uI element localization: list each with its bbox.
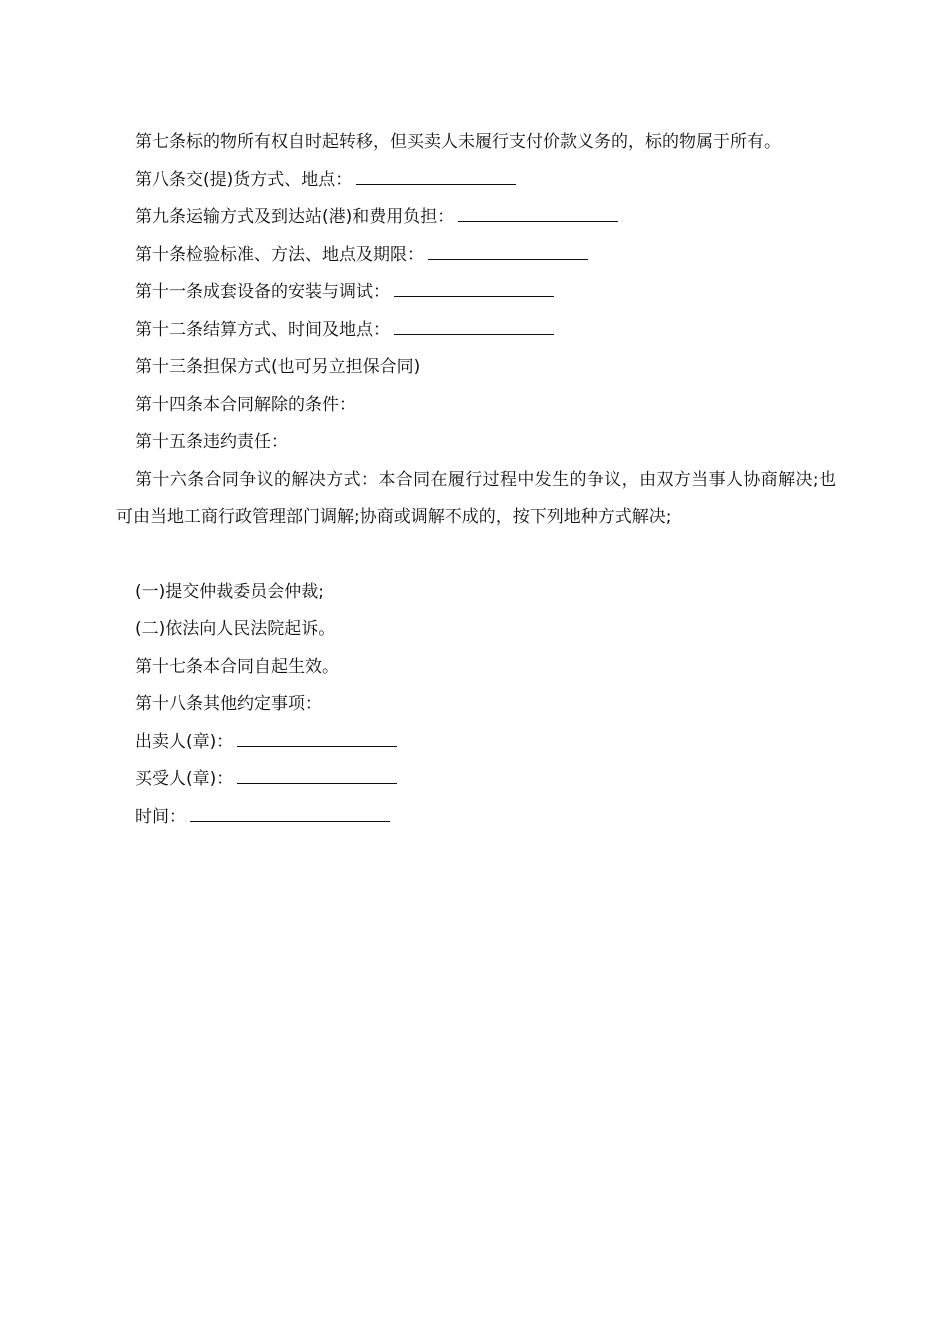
- clause-10-label: 第十条检验标准、方法、地点及期限：: [135, 244, 424, 265]
- buyer-label: 买受人(章)：: [135, 769, 234, 789]
- seller-blank[interactable]: [237, 732, 397, 747]
- clause-12-label: 第十二条结算方式、时间及地点：: [135, 319, 390, 340]
- paragraph-gap: [116, 537, 836, 574]
- buyer-blank[interactable]: [237, 769, 397, 784]
- clause-8-line: [116, 162, 836, 200]
- clause-14: 第十四条本合同解除的条件：: [135, 394, 356, 415]
- clause-13: 第十三条担保方式(也可另立担保合同): [135, 357, 421, 377]
- time-label: 时间：: [135, 806, 186, 827]
- clause-10-blank[interactable]: [428, 245, 588, 260]
- contract-body: [116, 124, 836, 836]
- clause-9-label: 第九条运输方式及到达站(港)和费用负担：: [135, 207, 455, 227]
- clause-18: 第十八条其他约定事项：: [135, 694, 322, 714]
- clause-8-label: 第八条交(提)货方式、地点：: [135, 169, 353, 190]
- clause-12-line: [116, 312, 836, 350]
- buyer-signature-line: [116, 761, 836, 799]
- clause-11-line: [116, 274, 836, 312]
- clause-8-blank[interactable]: [356, 170, 516, 185]
- clause-10-line: [116, 237, 836, 275]
- clause-17: 第十七条本合同自起生效。: [135, 656, 339, 677]
- clause-12-blank[interactable]: [394, 320, 554, 335]
- clause-16: 第十六条合同争议的解决方式：本合同在履行过程中发生的争议，由双方当事人协商解决;也可由当地工商行政管理部门调解;协商或调解不成的，按下列地种方式解决;: [116, 469, 836, 527]
- clause-11-label: 第十一条成套设备的安装与调试：: [135, 282, 390, 302]
- clause-7: 第七条标的物所有权自时起转移，但买卖人未履行支付价款义务的，标的物属于所有。: [135, 132, 781, 152]
- clause-9-blank[interactable]: [458, 207, 618, 222]
- seller-signature-line: [116, 724, 836, 762]
- option-2: (二)依法向人民法院起诉。: [135, 619, 336, 639]
- seller-label: 出卖人(章)：: [135, 731, 234, 752]
- clause-11-blank[interactable]: [394, 282, 554, 297]
- time-blank[interactable]: [190, 807, 390, 822]
- clause-9-line: [116, 199, 836, 237]
- option-1: (一)提交仲裁委员会仲裁;: [135, 581, 324, 602]
- time-line: [116, 799, 836, 837]
- clause-15: 第十五条违约责任：: [135, 432, 288, 452]
